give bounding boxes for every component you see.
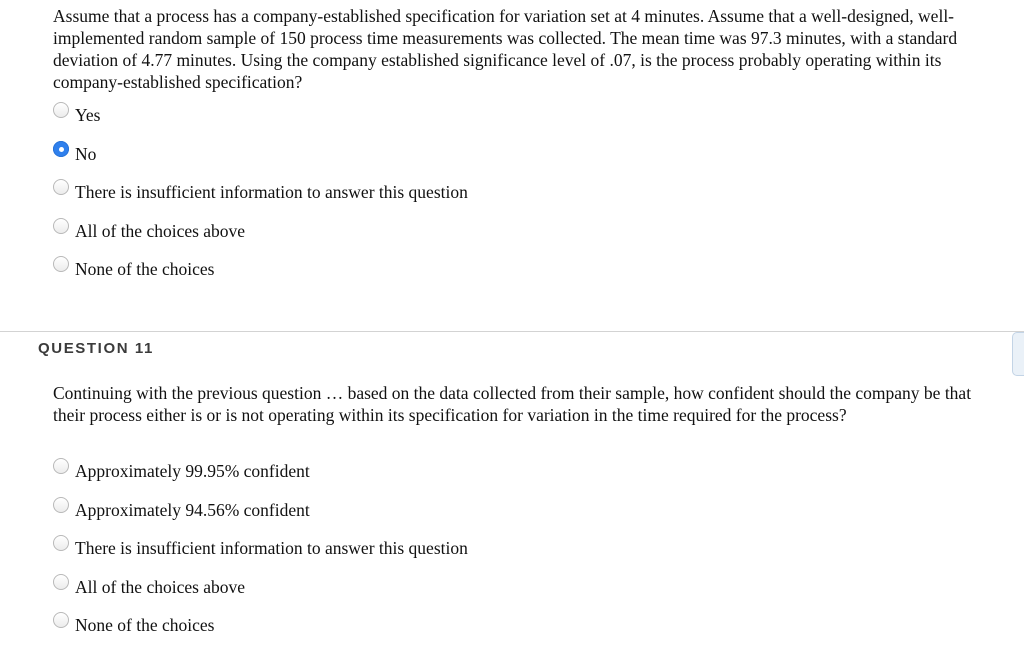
q10-radio-yes[interactable]	[53, 102, 69, 118]
q10-option-all-of-above[interactable]	[53, 218, 245, 244]
q11-option-label: Approximately 94.56% confident	[75, 500, 310, 520]
q10-option-yes[interactable]	[53, 102, 100, 128]
q10-option-none[interactable]	[53, 256, 214, 282]
q11-radio-all-of-above[interactable]	[53, 574, 69, 590]
q11-radio-none[interactable]	[53, 612, 69, 628]
q10-option-label: There is insufficient information to answer this question	[75, 182, 468, 202]
q10-option-label: All of the choices above	[75, 221, 246, 241]
q10-option-no[interactable]	[53, 141, 96, 167]
side-panel-tab[interactable]	[1012, 332, 1024, 376]
q11-option-none[interactable]	[53, 612, 214, 638]
q10-radio-insufficient-info[interactable]	[53, 179, 69, 195]
q10-radio-all-of-above[interactable]	[53, 218, 69, 234]
question-11-text: Continuing with the previous question … based on the data collected from their sample, how confident should the company be that their process either is or is not operating within its specification for variation in the time required for the process?	[53, 383, 972, 425]
q10-option-label: No	[75, 144, 97, 164]
q11-option-label: All of the choices above	[75, 577, 246, 597]
q10-radio-none[interactable]	[53, 256, 69, 272]
q11-option-99-95[interactable]	[53, 458, 310, 484]
q10-option-label: Yes	[75, 105, 101, 125]
q11-option-label: None of the choices	[75, 615, 215, 635]
q11-option-label: Approximately 99.95% confident	[75, 461, 310, 481]
question-divider	[0, 331, 1024, 332]
q10-option-label: None of the choices	[75, 259, 215, 279]
q10-option-insufficient-info[interactable]	[53, 179, 468, 205]
q11-option-94-56[interactable]	[53, 497, 310, 523]
q11-option-all-of-above[interactable]	[53, 574, 245, 600]
q11-option-label: There is insufficient information to answer this question	[75, 538, 468, 558]
question-11-header: QUESTION 11	[38, 340, 154, 357]
q10-radio-no-selected[interactable]	[53, 141, 69, 157]
q11-radio-99-95[interactable]	[53, 458, 69, 474]
q11-radio-insufficient-info[interactable]	[53, 535, 69, 551]
q11-radio-94-56[interactable]	[53, 497, 69, 513]
question-10-text: Assume that a process has a company-established specification for variation set at 4 minutes. Assume that a well-designed, well-implemented random sample of 150 process time measurements was collected. The mean time was 97.3 minutes, with a standard deviation of 4.77 minutes. Using the company established significance level of .07, is the process probably operating within its company-established specification?	[53, 6, 958, 92]
q11-option-insufficient-info[interactable]	[53, 535, 468, 561]
